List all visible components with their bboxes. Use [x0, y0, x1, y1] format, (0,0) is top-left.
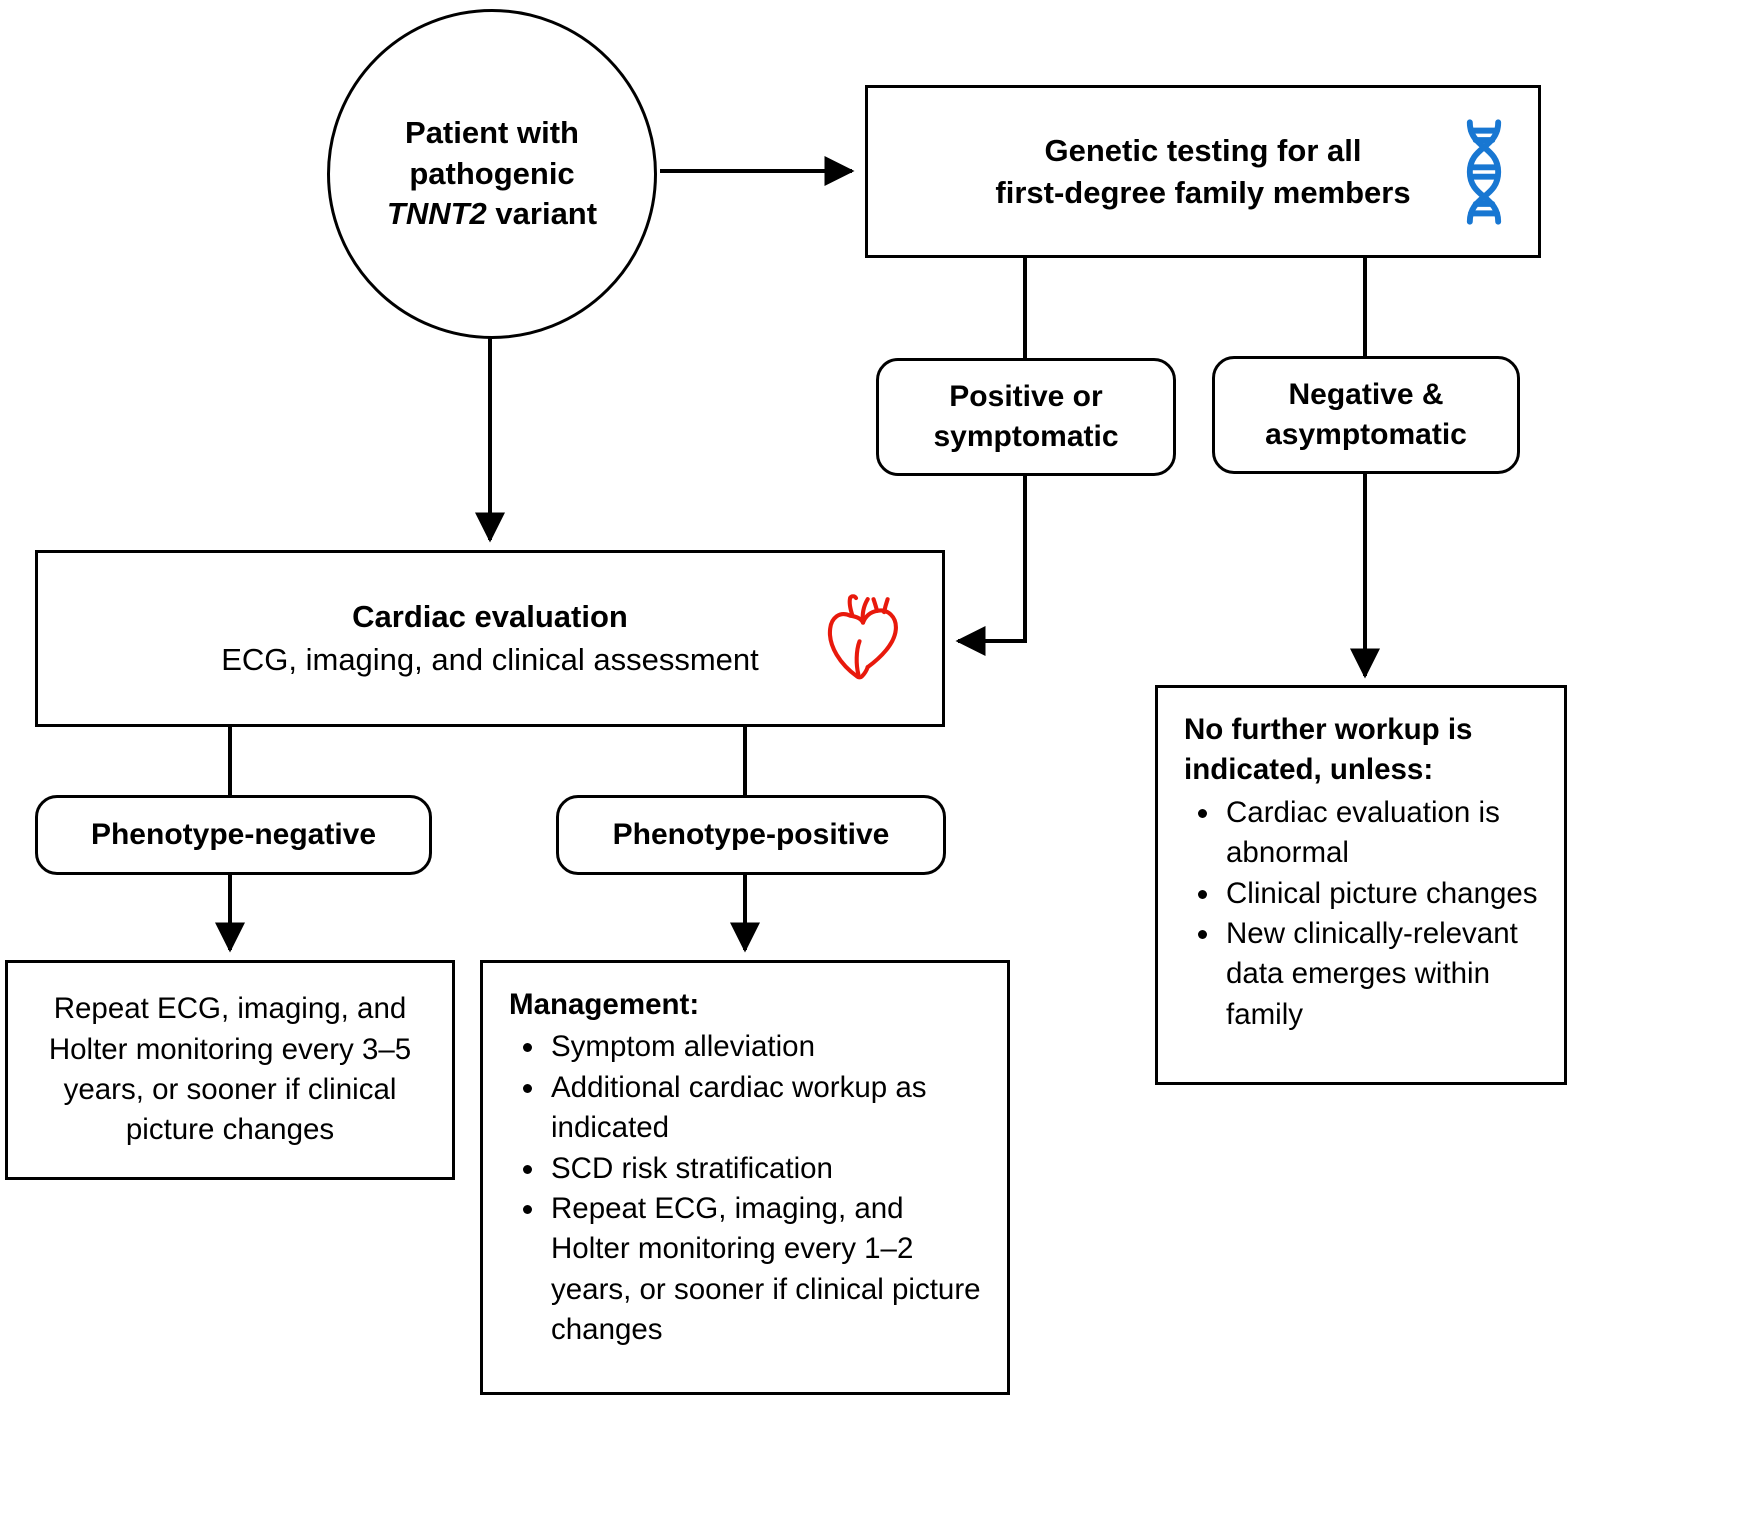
cardiac-title: Cardiac evaluation	[352, 598, 628, 634]
repeat-monitoring-text: Repeat ECG, imaging, and Holter monitoring every 3–5 years, or sooner if clinical picture changes	[48, 992, 412, 1147]
management-item: • Symptom alleviation	[547, 1027, 981, 1067]
no-workup-box	[1155, 685, 1567, 1085]
phenotype-positive-box	[556, 795, 946, 875]
patient-line2: pathogenic	[409, 155, 575, 191]
heart-icon	[822, 591, 904, 687]
genetic-testing-line1: Genetic testing for all	[1044, 132, 1362, 168]
no-workup-item: • Cardiac evaluation is abnormal	[1222, 793, 1538, 874]
management-heading: Management:	[509, 988, 700, 1021]
negative-line2: asymptomatic	[1265, 418, 1467, 451]
phenotype-negative-label: Phenotype-negative	[90, 817, 377, 851]
positive-symptomatic-box	[876, 358, 1176, 476]
positive-line2: symptomatic	[933, 420, 1119, 453]
patient-line1: Patient with	[405, 114, 579, 150]
no-workup-heading: No further workup is indicated, unless:	[1184, 713, 1473, 787]
no-workup-item: • New clinically-relevant data emerges within family	[1222, 914, 1538, 1035]
patient-circle	[327, 9, 657, 339]
genetic-testing-box	[865, 85, 1541, 258]
dna-icon	[1458, 116, 1510, 228]
negative-line1: Negative &	[1288, 377, 1444, 411]
management-item: • Additional cardiac workup as indicated	[547, 1068, 981, 1149]
cardiac-evaluation-box	[35, 550, 945, 727]
management-item: • SCD risk stratification	[547, 1149, 981, 1189]
genetic-testing-line2: first-degree family members	[995, 174, 1411, 210]
negative-asymptomatic-box	[1212, 356, 1520, 474]
management-list	[509, 1027, 981, 1350]
patient-line3	[387, 194, 597, 235]
positive-line1: Positive or	[949, 379, 1103, 413]
gene-name: TNNT2	[386, 196, 487, 232]
no-workup-list	[1184, 793, 1538, 1035]
management-item: • Repeat ECG, imaging, and Holter monitoring every 1–2 years, or sooner if clinical picture changes	[547, 1189, 981, 1351]
phenotype-negative-box	[35, 795, 432, 875]
gene-suffix: variant	[486, 196, 598, 232]
management-box	[480, 960, 1010, 1395]
cardiac-subtitle: ECG, imaging, and clinical assessment	[221, 641, 759, 677]
phenotype-positive-label: Phenotype-positive	[612, 817, 890, 851]
repeat-monitoring-box	[5, 960, 455, 1180]
no-workup-item: • Clinical picture changes	[1222, 874, 1538, 914]
